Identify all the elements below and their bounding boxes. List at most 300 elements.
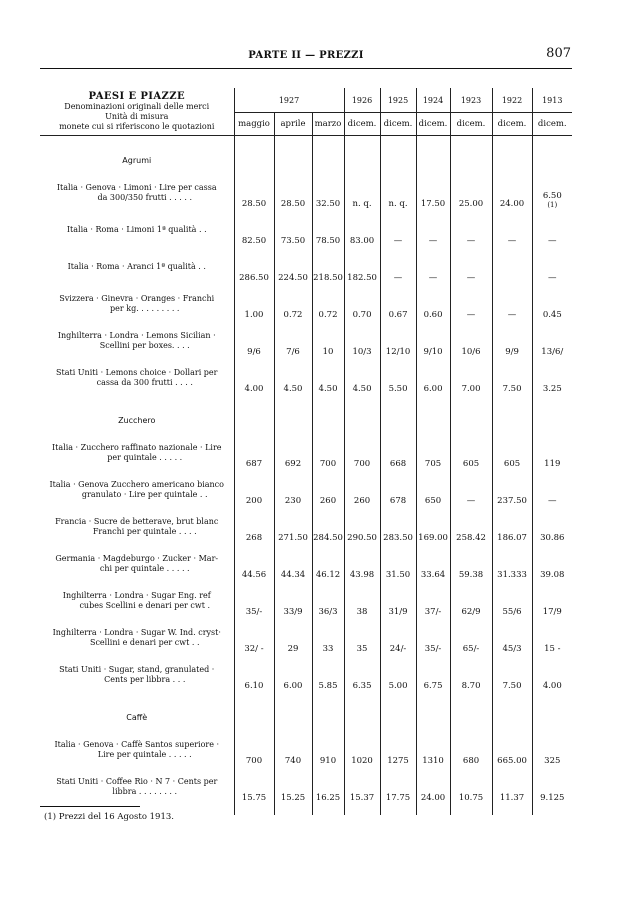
empty-cell: [274, 805, 312, 815]
empty-cell: [312, 136, 344, 147]
section-title: Caffè: [126, 712, 148, 722]
footnote-rule: [40, 806, 140, 807]
price-value: —: [428, 273, 438, 283]
empty-cell: [532, 146, 572, 174]
price-value: 32.50: [315, 199, 341, 209]
price-value: 65/-: [462, 644, 480, 654]
month-header: dicem.: [450, 113, 492, 136]
price-cell: [380, 434, 416, 471]
price-cell: [492, 508, 532, 545]
price-value: 17.50: [420, 199, 446, 209]
price-value: 35/-: [424, 644, 442, 654]
price-cell: [344, 508, 380, 545]
price-cell: [234, 434, 274, 471]
price-value: 24.00: [499, 199, 525, 209]
label-line-2: per quintale . . . . .: [107, 452, 183, 462]
price-value: —: [466, 496, 476, 506]
price-value: 910: [319, 756, 337, 766]
price-value: 5.00: [388, 681, 408, 691]
empty-cell: [532, 703, 572, 731]
price-value: 17/9: [542, 607, 562, 617]
table-body: [40, 136, 572, 816]
label-line-1: Inghilterra · Londra · Sugar Eng. ref: [62, 590, 211, 600]
price-value: 11.37: [499, 793, 525, 803]
price-value: 692: [284, 459, 302, 469]
empty-cell: [380, 406, 416, 434]
price-cell: [416, 582, 450, 619]
price-cell: [416, 768, 450, 805]
commodity-label: [40, 248, 234, 285]
price-cell: [492, 768, 532, 805]
price-cell: [312, 471, 344, 508]
month-header: maggio: [234, 113, 274, 136]
price-cell: [274, 471, 312, 508]
price-value: 237.50: [497, 496, 527, 506]
price-value: 6.75: [423, 681, 443, 691]
price-value: 12/10: [385, 347, 411, 357]
empty-cell: [450, 703, 492, 731]
price-cell: [312, 619, 344, 656]
price-value: 230: [284, 496, 302, 506]
empty-cell: [234, 703, 274, 731]
empty-cell: [234, 406, 274, 434]
empty-cell: [312, 146, 344, 174]
empty-cell: [416, 146, 450, 174]
price-value: n. q.: [388, 199, 408, 209]
price-cell: [380, 248, 416, 285]
price-value: 33: [322, 644, 334, 654]
price-cell: [492, 545, 532, 582]
empty-cell: [380, 136, 416, 147]
empty-cell: [380, 805, 416, 815]
price-table: [40, 88, 572, 815]
label-line-1: Italia · Genova · Limoni · Lire per cassa: [56, 182, 217, 192]
label-line-2: granulato · Lire per quintale . .: [81, 489, 208, 499]
price-cell: [312, 359, 344, 396]
price-value: 9.125: [540, 793, 565, 803]
price-value: 55/6: [502, 607, 522, 617]
price-value: 15 -: [544, 644, 561, 654]
month-header: dicem.: [492, 113, 532, 136]
price-value: 59.38: [458, 570, 484, 580]
price-cell: [274, 768, 312, 805]
price-value: 700: [319, 459, 337, 469]
price-value: 46.12: [315, 570, 341, 580]
empty-cell: [450, 146, 492, 174]
table-row: [40, 768, 572, 805]
price-value: 218.50: [313, 273, 343, 283]
table-row: [40, 174, 572, 211]
price-cell: [450, 285, 492, 322]
price-value: 39.08: [540, 570, 565, 580]
price-value: 73.50: [280, 236, 306, 246]
label-line-1: Germania · Magdeburgo · Zucker · Mar-: [55, 553, 219, 563]
section-header-row: [40, 406, 572, 434]
price-cell: [492, 174, 532, 211]
commodity-label: [40, 174, 234, 211]
price-value: 6.00: [423, 384, 443, 394]
price-cell: [234, 322, 274, 359]
empty-cell: [380, 146, 416, 174]
price-cell: [416, 471, 450, 508]
empty-cell: [274, 146, 312, 174]
empty-cell: [450, 406, 492, 434]
price-value: 8.70: [461, 681, 481, 691]
price-value: 13/6/: [541, 347, 564, 357]
commodity-label: [40, 731, 234, 768]
month-header: marzo: [312, 113, 344, 136]
price-value: 24/-: [389, 644, 407, 654]
price-cell: [450, 508, 492, 545]
price-cell: [416, 619, 450, 656]
price-cell: [380, 508, 416, 545]
header-description-cell: [40, 88, 234, 136]
empty-cell: [380, 703, 416, 731]
price-value: 62/9: [461, 607, 481, 617]
empty-cell: [274, 693, 312, 703]
price-cell: [532, 174, 572, 211]
price-cell: [532, 545, 572, 582]
page-number: 807: [546, 46, 571, 61]
label-line-1: Francia · Sucre de betterave, brut blanc: [55, 516, 219, 526]
price-value: 200: [245, 496, 263, 506]
empty-cell: [344, 805, 380, 815]
table-row: [40, 248, 572, 285]
price-value: 6.00: [283, 681, 303, 691]
price-value: 186.07: [497, 533, 527, 543]
price-cell: [234, 359, 274, 396]
price-value: 7.50: [502, 681, 522, 691]
price-cell: [274, 285, 312, 322]
price-value: 668: [389, 459, 407, 469]
price-value: 0.72: [318, 310, 338, 320]
commodity-label: [40, 768, 234, 805]
price-cell: [380, 174, 416, 211]
table-row: [40, 619, 572, 656]
price-cell: [344, 434, 380, 471]
price-value: 83.00: [349, 236, 375, 246]
month-header: aprile: [274, 113, 312, 136]
table-title: PAESI E PIAZZE: [88, 91, 185, 102]
price-cell: [492, 582, 532, 619]
price-cell: [344, 731, 380, 768]
price-cell: [492, 285, 532, 322]
price-cell: [492, 471, 532, 508]
price-value: 7.00: [461, 384, 481, 394]
empty-cell: [344, 703, 380, 731]
price-value: 38: [356, 607, 368, 617]
price-cell: [344, 359, 380, 396]
empty-cell: [312, 805, 344, 815]
price-value: 678: [389, 496, 407, 506]
price-value: 0.67: [388, 310, 408, 320]
price-cell: [312, 174, 344, 211]
price-cell: [450, 582, 492, 619]
commodity-label: [40, 322, 234, 359]
header-rule: [40, 68, 572, 69]
label-line-1: Stati Uniti · Coffee Rio · N 7 · Cents per: [56, 776, 218, 786]
price-cell: [234, 545, 274, 582]
price-cell: [380, 768, 416, 805]
spacer-row: [40, 136, 572, 147]
empty-cell: [380, 693, 416, 703]
price-cell: [450, 174, 492, 211]
empty-cell: [532, 693, 572, 703]
price-value: —: [548, 273, 557, 283]
month-header: dicem.: [532, 113, 572, 136]
label-line-2: Scellini per boxes. . . .: [99, 340, 190, 350]
price-value: —: [393, 273, 403, 283]
year-header: 1926: [344, 88, 380, 113]
price-cell: [416, 174, 450, 211]
price-value: 284.50: [313, 533, 343, 543]
empty-cell: [344, 693, 380, 703]
price-value: 37/-: [424, 607, 442, 617]
price-value: 15.25: [280, 793, 306, 803]
label-line-1: Italia · Zucchero raffinato nazionale · Lire: [51, 442, 222, 452]
label-line-2: Franchi per quintale . . . .: [92, 526, 197, 536]
price-cell: [380, 656, 416, 693]
price-value: 7.50: [502, 384, 522, 394]
price-value: 4.00: [542, 681, 562, 691]
price-cell: [274, 656, 312, 693]
label-line-1: Svizzera · Ginevra · Oranges · Franchi: [59, 293, 215, 303]
price-cell: [234, 174, 274, 211]
price-value: 0.60: [423, 310, 443, 320]
price-cell: [344, 248, 380, 285]
label-line-2: Lire per quintale . . . . .: [97, 749, 192, 759]
price-value: 0.70: [352, 310, 372, 320]
price-value: —: [393, 236, 403, 246]
price-cell: [274, 174, 312, 211]
price-cell: [380, 582, 416, 619]
price-value: 182.50: [347, 273, 377, 283]
price-cell: [312, 731, 344, 768]
empty-cell: [532, 805, 572, 815]
price-value: 680: [462, 756, 480, 766]
commodity-label: [40, 582, 234, 619]
price-value: 10: [322, 347, 334, 357]
price-value: 78.50: [315, 236, 341, 246]
price-cell: [492, 322, 532, 359]
price-value: 700: [245, 756, 263, 766]
price-value: 4.50: [283, 384, 303, 394]
price-cell: [492, 248, 532, 285]
empty-cell: [416, 693, 450, 703]
empty-cell: [532, 406, 572, 434]
price-cell: [274, 731, 312, 768]
price-cell: [344, 545, 380, 582]
price-value: —: [428, 236, 438, 246]
price-value: 6.35: [352, 681, 372, 691]
price-cell: [532, 731, 572, 768]
empty-cell: [450, 396, 492, 406]
empty-cell: [274, 396, 312, 406]
spacer-row: [40, 693, 572, 703]
price-cell: [416, 545, 450, 582]
commodity-label: [40, 656, 234, 693]
spacer-row: [40, 396, 572, 406]
commodity-label: [40, 619, 234, 656]
empty-cell: [492, 703, 532, 731]
empty-cell: [450, 136, 492, 147]
price-value: 25.00: [458, 199, 484, 209]
price-value: 605: [503, 459, 521, 469]
empty-cell: [532, 396, 572, 406]
price-value: 36/3: [318, 607, 338, 617]
empty-cell: [312, 406, 344, 434]
price-value: 286.50: [239, 273, 269, 283]
price-value: 35/-: [245, 607, 263, 617]
price-cell: [492, 731, 532, 768]
price-cell: [532, 656, 572, 693]
price-value: 1020: [351, 756, 373, 766]
label-line-1: Italia · Roma · Aranci 1ª qualità . .: [67, 261, 206, 271]
price-cell: [532, 359, 572, 396]
commodity-label: [40, 508, 234, 545]
price-cell: [312, 768, 344, 805]
commodity-label: [40, 285, 234, 322]
price-value: —: [548, 496, 557, 506]
price-value: —: [507, 236, 517, 246]
price-value: 687: [245, 459, 263, 469]
price-value: 325: [544, 756, 561, 766]
month-header: dicem.: [416, 113, 450, 136]
price-cell: [234, 508, 274, 545]
price-value: n. q.: [352, 199, 372, 209]
header-subtitle-2: Unità di misura: [105, 112, 169, 121]
label-line-1: Italia · Genova Zucchero americano bianco: [49, 479, 224, 489]
label-line-2: cassa da 300 frutti . . . .: [96, 377, 193, 387]
price-cell: [234, 582, 274, 619]
empty-cell: [416, 805, 450, 815]
empty-cell: [344, 146, 380, 174]
running-head: PARTE II — PREZZI: [248, 50, 364, 61]
year-header: 1922: [492, 88, 532, 113]
table-row: [40, 508, 572, 545]
empty-cell: [416, 406, 450, 434]
price-value: 33.64: [420, 570, 446, 580]
price-cell: [344, 619, 380, 656]
price-cell: [532, 471, 572, 508]
price-cell: [532, 285, 572, 322]
price-value: 650: [424, 496, 442, 506]
price-value: 224.50: [278, 273, 308, 283]
table-row: [40, 582, 572, 619]
spacer-cell: [40, 136, 234, 147]
commodity-label: [40, 471, 234, 508]
price-cell: [380, 471, 416, 508]
empty-cell: [492, 136, 532, 147]
price-value: 283.50: [383, 533, 413, 543]
price-cell: [380, 545, 416, 582]
empty-cell: [492, 396, 532, 406]
header-subtitle-1: Denominazioni originali delle merci: [64, 102, 210, 111]
empty-cell: [344, 136, 380, 147]
price-cell: [274, 322, 312, 359]
price-value: 6.50: [542, 191, 562, 201]
price-cell: [274, 211, 312, 248]
price-cell: [532, 434, 572, 471]
price-cell: [344, 471, 380, 508]
price-value: 3.25: [542, 384, 562, 394]
price-value: 260: [319, 496, 337, 506]
price-cell: [416, 359, 450, 396]
empty-cell: [492, 406, 532, 434]
table-row: [40, 211, 572, 248]
price-cell: [380, 322, 416, 359]
price-value: 5.85: [318, 681, 338, 691]
empty-cell: [234, 136, 274, 147]
price-cell: [312, 434, 344, 471]
price-cell: [450, 768, 492, 805]
table-row: [40, 434, 572, 471]
year-header: 1924: [416, 88, 450, 113]
price-value: —: [507, 310, 517, 320]
table-row: [40, 656, 572, 693]
price-value: —: [548, 236, 557, 246]
price-cell: [312, 322, 344, 359]
price-value: 9/10: [423, 347, 443, 357]
price-value: 1275: [387, 756, 409, 766]
price-value: 9/9: [505, 347, 519, 357]
price-value: 700: [353, 459, 371, 469]
price-value: 7/6: [286, 347, 300, 357]
label-line-1: Stati Uniti · Sugar, stand, granulated ·: [59, 664, 215, 674]
price-cell: [234, 768, 274, 805]
price-value: 260: [353, 496, 371, 506]
price-cell: [274, 508, 312, 545]
price-value: 43.98: [349, 570, 375, 580]
price-cell: [416, 731, 450, 768]
empty-cell: [274, 136, 312, 147]
price-value: 15.37: [349, 793, 375, 803]
price-value: 6.10: [244, 681, 264, 691]
label-line-1: Italia · Genova · Caffè Santos superiore ·: [54, 739, 220, 749]
price-value: 10/3: [352, 347, 372, 357]
price-cell: [234, 248, 274, 285]
price-cell: [416, 434, 450, 471]
price-value: 740: [284, 756, 302, 766]
price-cell: [312, 285, 344, 322]
price-cell: [312, 508, 344, 545]
price-cell: [416, 508, 450, 545]
price-cell: [450, 471, 492, 508]
price-value: 30.86: [540, 533, 565, 543]
price-value: 35: [356, 644, 368, 654]
empty-cell: [450, 805, 492, 815]
commodity-label: [40, 359, 234, 396]
price-cell: [234, 731, 274, 768]
label-line-2: Cents per libbra . . .: [104, 674, 186, 684]
price-cell: [274, 248, 312, 285]
price-cell: [532, 211, 572, 248]
price-cell: [234, 471, 274, 508]
price-cell: [344, 656, 380, 693]
price-value: 268: [245, 533, 263, 543]
price-cell: [492, 656, 532, 693]
price-value: 32/ -: [244, 644, 264, 654]
price-value: —: [466, 310, 476, 320]
price-cell: [344, 768, 380, 805]
footnote-reference: (1): [547, 201, 558, 209]
section-title: Zucchero: [118, 415, 156, 425]
month-header: dicem.: [380, 113, 416, 136]
price-value: 290.50: [347, 533, 377, 543]
price-value: 665.00: [497, 756, 527, 766]
price-cell: [450, 619, 492, 656]
price-value: 4.00: [244, 384, 264, 394]
